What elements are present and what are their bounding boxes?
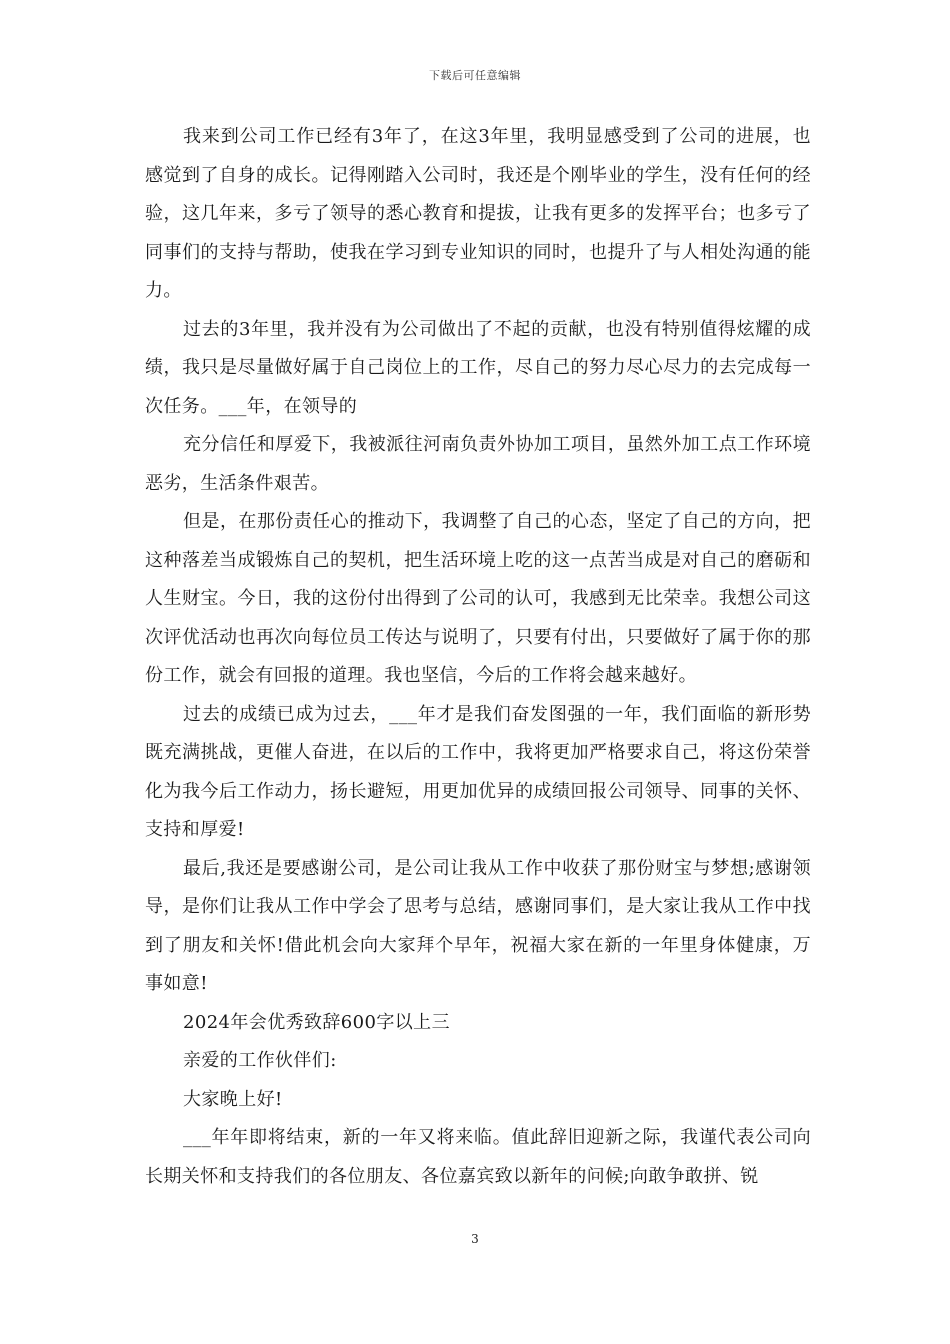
paragraph: 过去的成绩已成为过去，___年才是我们奋发图强的一年，我们面临的新形势既充满挑战，更催人奋进，在以后的工作中，我将更加严格要求自己，将这份荣誉化为我今后工作动力，扬长避短，用更加优异的成绩回报公司领导、同事的关怀、支持和厚爱! [145, 703, 811, 840]
paragraph: ___年年即将结束，新的一年又将来临。值此辞旧迎新之际，我谨代表公司向长期关怀和支持我们的各位朋友、各位嘉宾致以新年的问候;向敢争敢拼、锐 [145, 1127, 811, 1187]
greeting: 大家晚上好! [183, 1088, 283, 1110]
page-number: 3 [471, 1232, 479, 1246]
page-header: 下载后可任意编辑 [429, 69, 521, 82]
section-heading: 2024年会优秀致辞600字以上三 [183, 1011, 450, 1033]
paragraph: 最后,我还是要感谢公司，是公司让我从工作中收获了那份财宝与梦想;感谢领导，是你们让我从工作中学会了思考与总结，感谢同事们，是大家让我从工作中找到了朋友和关怀!借此机会向大家拜个早年，祝福大家在新的一年里身体健康，万事如意! [145, 857, 811, 994]
paragraph: 我来到公司工作已经有3年了，在这3年里，我明显感受到了公司的进展，也感觉到了自身的成长。记得刚踏入公司时，我还是个刚毕业的学生，没有任何的经验，这几年来，多亏了领导的悉心教育和提拔，让我有更多的发挥平台；也多亏了同事们的支持与帮助，使我在学习到专业知识的同时，也提升了与人相处沟通的能力。 [145, 126, 811, 301]
paragraph: 过去的3年里，我并没有为公司做出了不起的贡献，也没有特别值得炫耀的成绩，我只是尽量做好属于自己岗位上的工作，尽自己的努力尽心尽力的去完成每一次任务。___年，在领导的 [145, 318, 811, 417]
paragraph: 充分信任和厚爱下，我被派往河南负责外协加工项目，虽然外加工点工作环境恶劣，生活条件艰苦。 [145, 434, 811, 494]
paragraph: 但是，在那份责任心的推动下，我调整了自己的心态，坚定了自己的方向，把这种落差当成锻炼自己的契机，把生活环境上吃的这一点苦当成是对自己的磨砺和人生财宝。今日，我的这份付出得到了公司的认可，我感到无比荣幸。我想公司这次评优活动也再次向每位员工传达与说明了，只要有付出，只要做好了属于你的那份工作，就会有回报的道理。我也坚信，今后的工作将会越来越好。 [145, 511, 811, 686]
salutation: 亲爱的工作伙伴们: [183, 1050, 337, 1071]
document-body [145, 118, 811, 1196]
